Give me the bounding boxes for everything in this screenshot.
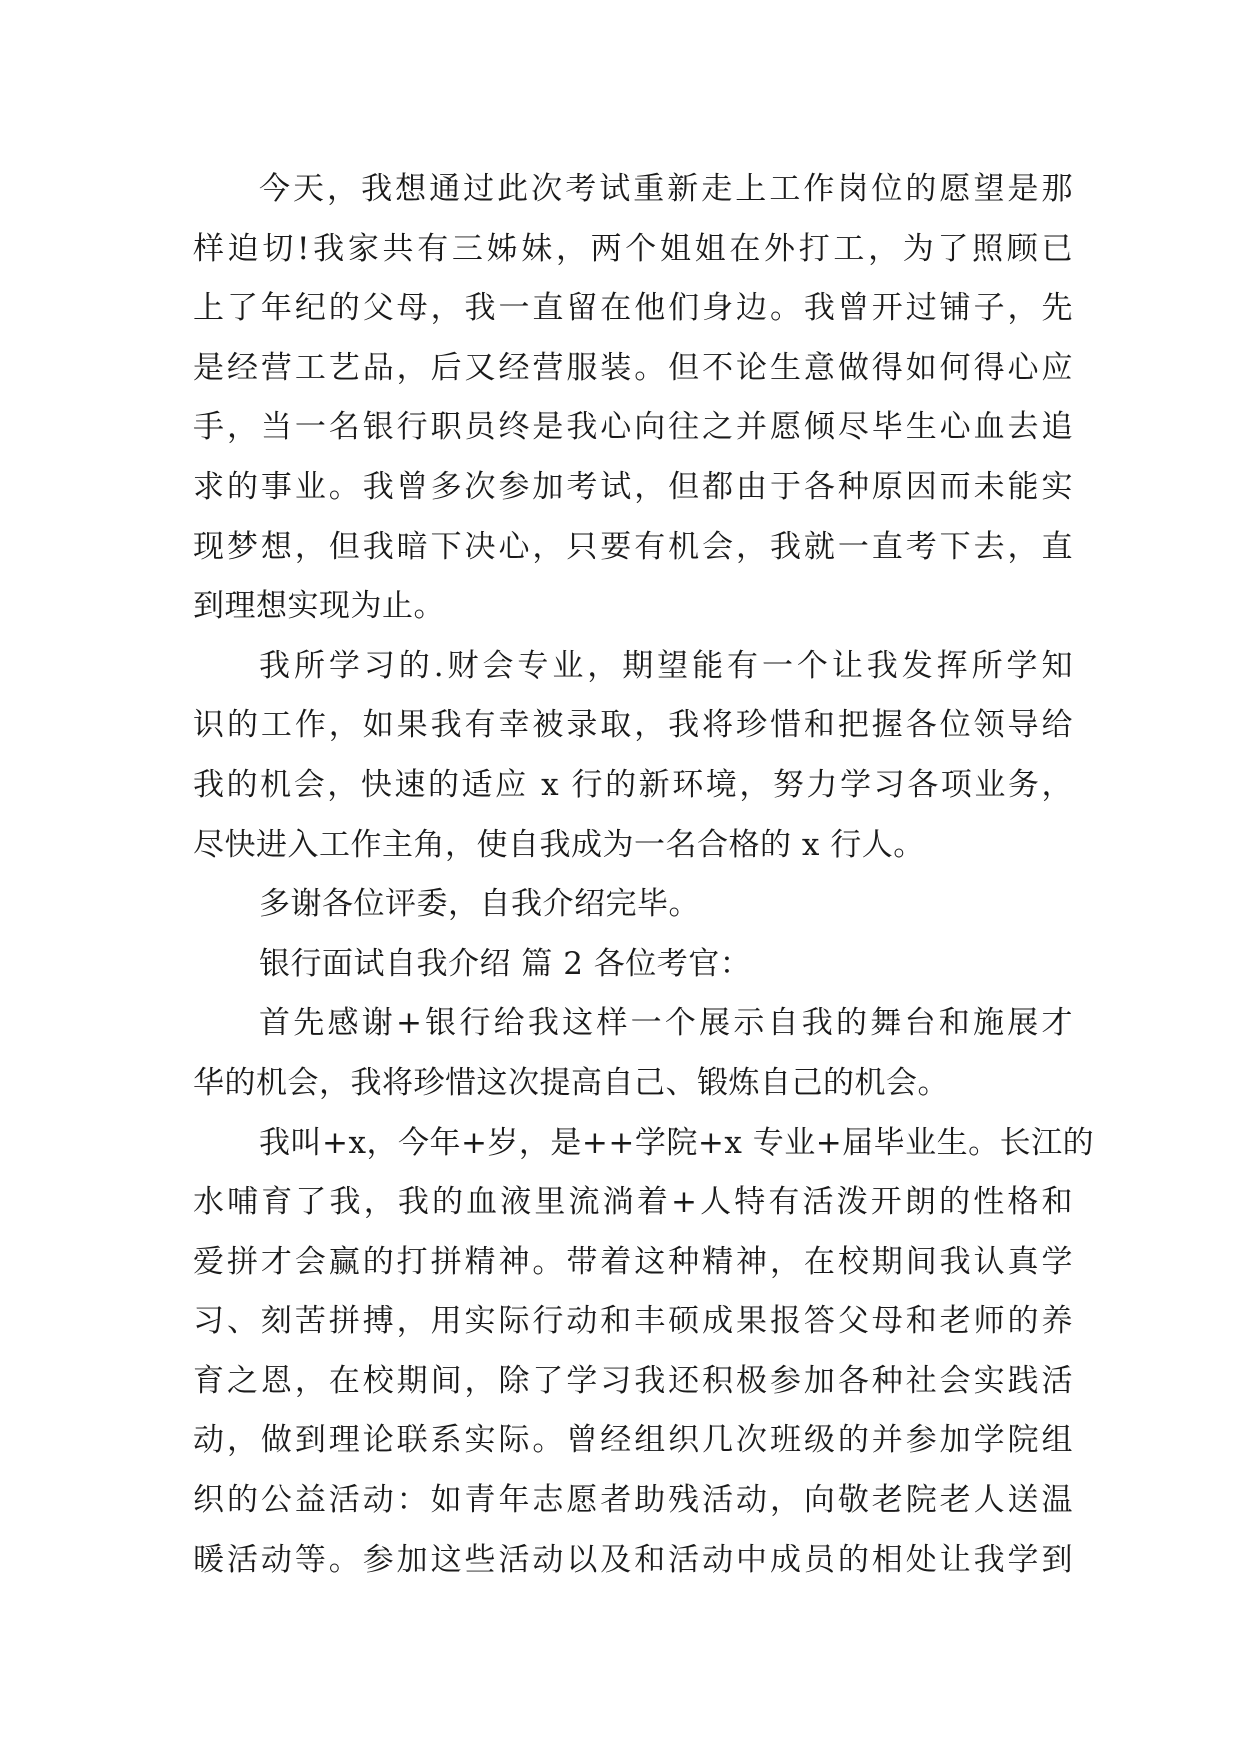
text-line: 我叫+x，今年+岁，是++学院+x 专业+届毕业生。长江的 [259,1124,1095,1161]
text-line: 我的机会，快速的适应 x 行的新环境，努力学习各项业务， [193,766,1073,803]
text-line: 今天，我想通过此次考试重新走上工作岗位的愿望是那 [259,171,1073,207]
text-line: 样迫切!我家共有三姊妹，两个姐姐在外打工，为了照顾已 [193,230,1073,267]
text-line: 水哺育了我，我的血液里流淌着+人特有活泼开朗的性格和 [193,1184,1073,1221]
text-line: 首先感谢+银行给我这样一个展示自我的舞台和施展才 [259,1005,1073,1042]
text-line: 是经营工艺品，后又经营服装。但不论生意做得如何得心应 [193,349,1073,386]
text-line: 上了年纪的父母，我一直留在他们身边。我曾开过铺子，先 [193,290,1073,327]
text-line: 爱拼才会赢的打拼精神。带着这种精神，在校期间我认真学 [193,1243,1073,1280]
text-line: 到理想实现为止。 [193,588,445,625]
text-line: 动，做到理论联系实际。曾经组织几次班级的并参加学院组 [193,1422,1073,1459]
text-line: 华的机会，我将珍惜这次提高自己、锻炼自己的机会。 [193,1064,949,1101]
text-line: 织的公益活动：如青年志愿者助残活动，向敬老院老人送温 [193,1482,1073,1519]
text-line: 多谢各位评委，自我介绍完毕。 [259,886,700,923]
text-line: 我所学习的.财会专业，期望能有一个让我发挥所学知 [259,647,1073,684]
text-line: 求的事业。我曾多次参加考试，但都由于各种原因而未能实 [193,468,1073,505]
text-line: 银行面试自我介绍 篇 2 各位考官： [259,945,752,982]
text-line: 习、刻苦拼搏，用实际行动和丰硕成果报答父母和老师的养 [193,1303,1073,1340]
text-line: 育之恩，在校期间，除了学习我还积极参加各种社会实践活 [193,1362,1073,1399]
text-line: 识的工作，如果我有幸被录取，我将珍惜和把握各位领导给 [193,707,1073,744]
text-line: 暖活动等。参加这些活动以及和活动中成员的相处让我学到 [193,1541,1073,1578]
text-line: 手，当一名银行职员终是我心向往之并愿倾尽毕生心血去追 [193,409,1073,446]
document-body [193,160,1095,1590]
text-line: 尽快进入工作主角，使自我成为一名合格的 x 行人。 [193,826,925,863]
text-line: 现梦想，但我暗下决心，只要有机会，我就一直考下去，直 [193,528,1073,565]
